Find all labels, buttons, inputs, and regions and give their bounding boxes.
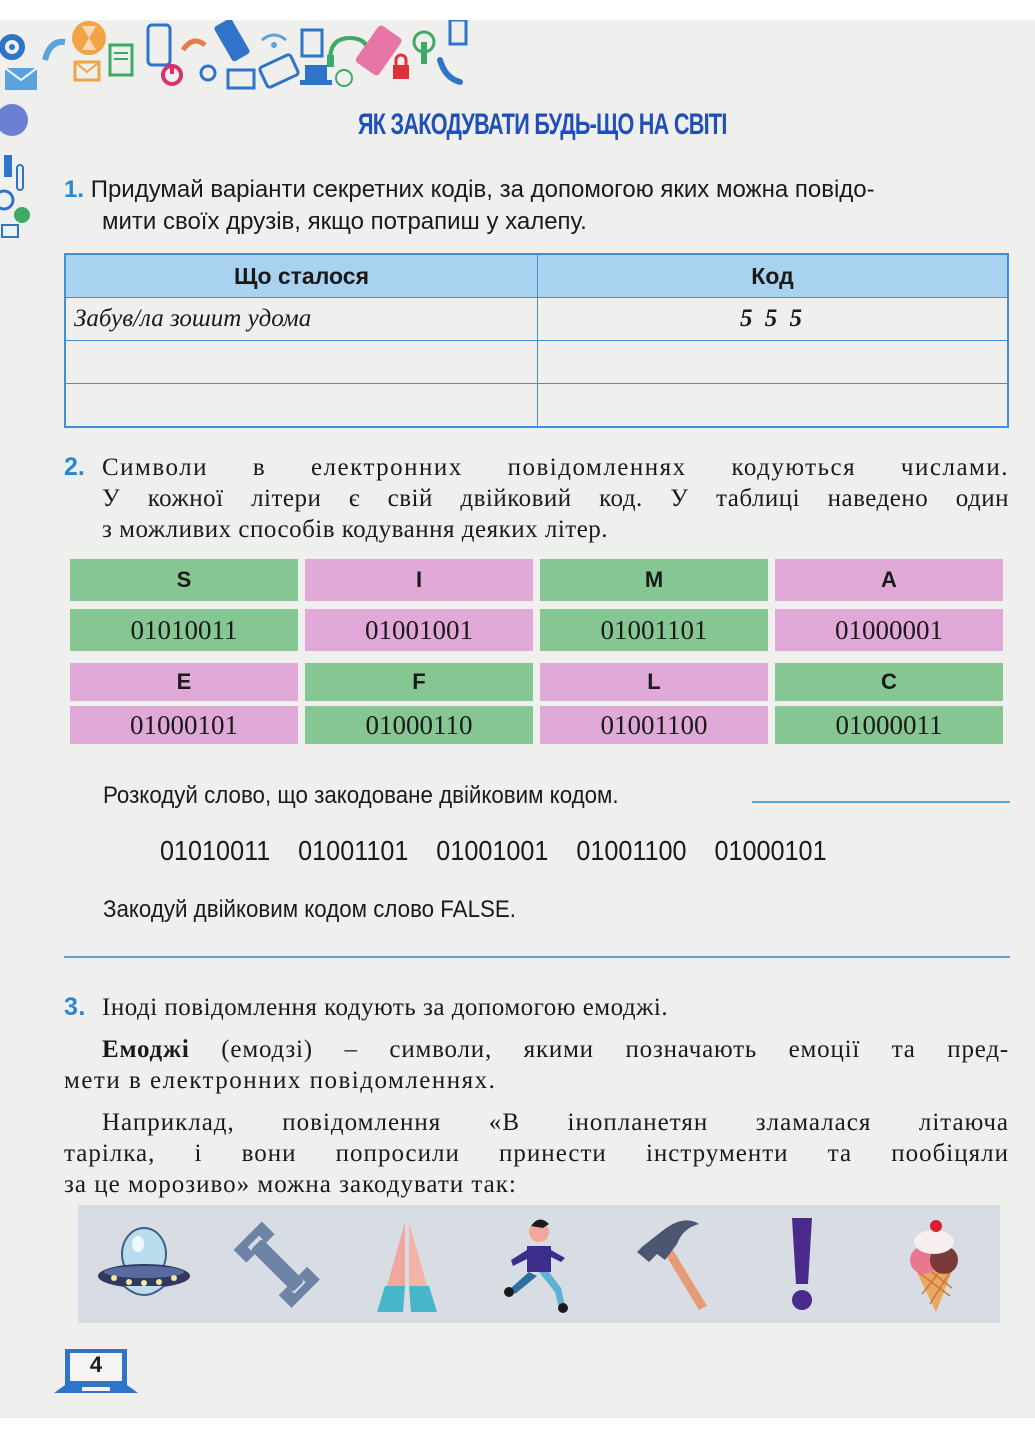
definition-line-2: мети в електронних повідомленнях. [64, 1067, 497, 1094]
power-icon [163, 64, 181, 84]
phone-handset-icon [440, 60, 460, 82]
letter-cell: A [775, 559, 1003, 601]
table-cell-code[interactable] [538, 341, 1009, 384]
column-header-what-happened: Що сталося [65, 254, 538, 298]
column-header-code: Код [538, 254, 1009, 298]
envelope-icon [228, 70, 254, 88]
binary-code: 01001001 [436, 835, 549, 866]
binary-code: 01000101 [714, 835, 827, 866]
table-cell-event[interactable] [65, 384, 538, 428]
binary-code-cell: 01001001 [305, 609, 533, 651]
binary-code: 01001100 [576, 835, 687, 866]
exclamation-icon [747, 1209, 857, 1319]
calculator-circle-icon [0, 104, 28, 136]
task-2-line-3: з можливих способів кодування деяких літер. [102, 516, 609, 543]
usb-icon [4, 155, 12, 177]
task-1-text [64, 174, 1024, 238]
laptop-icon [2, 225, 18, 237]
task-2-text [64, 452, 1009, 545]
table-header-row [65, 254, 1008, 298]
envelope-icon [75, 62, 99, 80]
chat-icon [0, 191, 13, 209]
answer-line-encode[interactable] [64, 956, 1010, 958]
task-number: 1. [64, 176, 85, 203]
secret-codes-table [64, 253, 1009, 428]
task-3-text [64, 992, 1009, 1200]
tablet-icon [259, 54, 299, 88]
ufo-icon [89, 1209, 199, 1319]
letter-cell: F [305, 663, 533, 701]
binary-code: 01001101 [298, 835, 409, 866]
emoji-message-strip [78, 1205, 1000, 1323]
binary-code-cell: 01000011 [775, 706, 1003, 744]
table-cell-code[interactable] [538, 384, 1009, 428]
table-cell-code[interactable]: 5 5 5 [538, 298, 1009, 341]
refresh-icon [183, 41, 205, 50]
letter-cell: C [775, 663, 1003, 701]
laptop-icon [300, 65, 332, 85]
phone-icon [148, 25, 170, 65]
task-2-line-2: У кожної літери є свій двійковий код. У таблиці наведено один [102, 485, 1009, 512]
envelope-icon [5, 68, 37, 90]
task-number: 2. [64, 453, 85, 481]
antenna-icon [414, 32, 434, 64]
letter-cell: L [540, 663, 768, 701]
hammer-icon [616, 1209, 726, 1319]
hourglass-icon [72, 21, 106, 55]
letter-cell: I [305, 559, 533, 601]
letter-cell: M [540, 559, 768, 601]
page-number: 4 [89, 1352, 103, 1377]
wrench-icon [221, 1209, 331, 1319]
document-icon [302, 30, 322, 56]
example-line-1: Наприклад, повідомлення «В інопланетян зламалася літаюча [102, 1109, 1009, 1136]
globe-icon [14, 207, 30, 223]
letter-cell: S [70, 559, 298, 601]
definition-term: Емоджі [102, 1036, 190, 1063]
binary-code-cell: 01000110 [305, 706, 533, 744]
task-3-line-1: Іноді повідомлення кодують за допомогою емоджі. [102, 994, 669, 1021]
binary-code-cell: 01000001 [775, 609, 1003, 651]
settings-circle-icon [201, 66, 215, 80]
globe-icon [336, 70, 352, 86]
encode-prompt: Закодуй двійковим кодом слово FALSE. [103, 896, 516, 923]
paperclip-icon [17, 165, 23, 190]
praying-hands-icon [352, 1209, 462, 1319]
binary-code: 01010011 [160, 835, 271, 866]
smartphone-icon [213, 20, 250, 62]
example-line-2: тарілка, і вони попросили принести інструменти та пообіцяли [64, 1140, 1009, 1167]
table-row [65, 384, 1008, 428]
ice-cream-icon [879, 1209, 989, 1319]
gear-icon [2, 37, 22, 57]
binary-code-cell: 01001100 [540, 706, 768, 744]
table-cell-event[interactable] [65, 341, 538, 384]
binary-code-cell: 01000101 [70, 706, 298, 744]
document-icon [110, 45, 132, 75]
table-row [65, 298, 1008, 341]
task-number: 3. [64, 993, 86, 1021]
arrow-icon [45, 42, 65, 60]
binary-code-cell: 01010011 [70, 609, 298, 651]
mobile-icon [450, 20, 466, 44]
example-line-3: за це морозиво» можна закодувати так: [64, 1171, 517, 1198]
task-2-line-1: Символи в електронних повідомленнях кодуються числами. [102, 454, 1009, 481]
definition-line-1 [64, 1034, 1009, 1065]
task-1-line-1: Придумай варіанти секретних кодів, за допомогою яких можна повідо- [90, 176, 875, 203]
page-title: ЯК ЗАКОДУВАТИ БУДЬ-ЩО НА СВІТІ [358, 108, 727, 141]
answer-line-decode[interactable] [752, 801, 1010, 803]
wifi-icon [262, 35, 286, 48]
table-row [65, 341, 1008, 384]
decode-prompt: Розкодуй слово, що закодоване двійковим кодом. [103, 782, 619, 809]
definition-text: (емодзі) – символи, якими позначають емоції та пред- [189, 1036, 1009, 1063]
task-1-line-2: мити своїх друзів, якщо потрапиш у халепу. [102, 208, 587, 235]
lock-icon [393, 55, 409, 79]
table-cell-event[interactable]: Забув/ла зошит удома [65, 298, 538, 341]
binary-code-cell: 01001101 [540, 609, 768, 651]
running-person-icon [484, 1209, 594, 1319]
letter-cell: E [70, 663, 298, 701]
encoded-word [160, 835, 827, 867]
